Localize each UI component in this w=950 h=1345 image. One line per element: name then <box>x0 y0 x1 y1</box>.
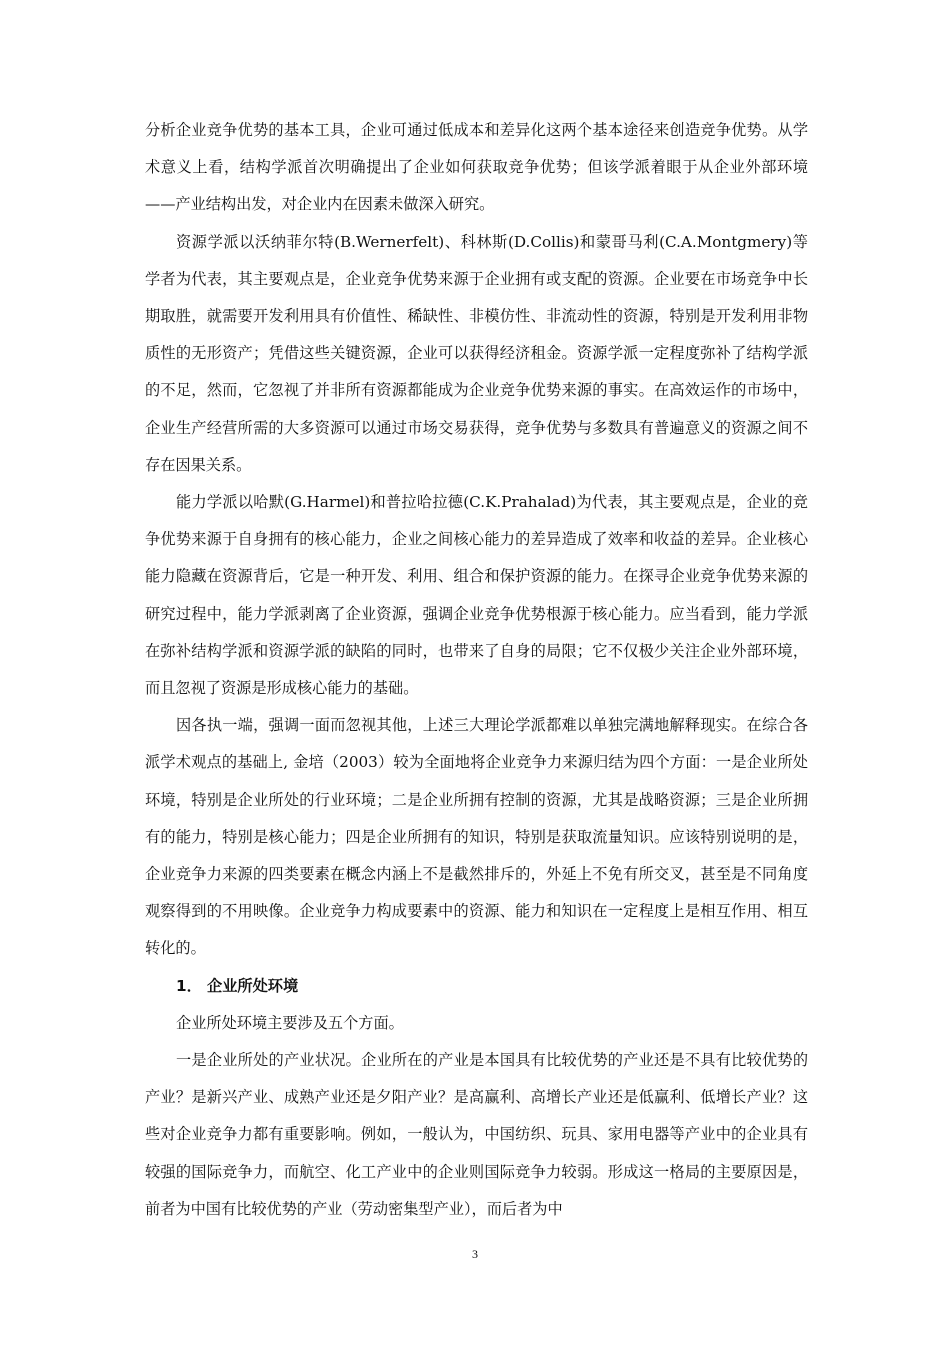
paragraph-capability-school: 能力学派以哈默(G.Harmel)和普拉哈拉德(C.K.Prahalad)为代表，其主要观点是，企业的竞争优势来源于自身拥有的核心能力，企业之间核心能力的差异造成了效率和收益的差异。企业核心能力隐藏在资源背后，它是一种开发、利用、组合和保护资源的能力。在探寻企业竞争优势来源的研究过程中，能力学派剥离了企业资源，强调企业竞争优势根源于核心能力。应当看到，能力学派在弥补结构学派和资源学派的缺陷的同时，也带来了自身的局限；它不仅极少关注企业外部环境，而且忽视了资源是形成核心能力的基础。 <box>145 493 808 698</box>
paragraph-environment-intro: 企业所处环境主要涉及五个方面。 <box>176 1013 404 1032</box>
paragraph-resource-school: 资源学派以沃纳菲尔特(B.Wernerfelt)、科林斯(D.Collis)和蒙哥马利(C.A.Montgmery)等学者为代表，其主要观点是，企业竞争优势来源于企业拥有或支配的资源。企业要在市场竞争中长期取胜，就需要开发利用具有价值性、稀缺性、非模仿性、非流动性的资源，特别是开发利用非物质性的无形资产；凭借这些关键资源，企业可以获得经济租金。资源学派一定程度弥补了结构学派的不足，然而，它忽视了并非所有资源都能成为企业竞争优势来源的事实。在高效运作的市场中，企业生产经营所需的大多资源可以通过市场交易获得，竞争优势与多数具有普遍意义的资源之间不存在因果关系。 <box>145 232 808 474</box>
paragraph-industry-status: 一是企业所处的产业状况。企业所在的产业是本国具有比较优势的产业还是不具有比较优势的产业？是新兴产业、成熟产业还是夕阳产业？是高赢利、高增长产业还是低赢利、低增长产业？这些对企业竞争力都有重要影响。例如，一般认为，中国纺织、玩具、家用电器等产业中的企业具有较强的国际竞争力，而航空、化工产业中的企业则国际竞争力较弱。形成这一格局的主要原因是，前者为中国有比较优势的产业（劳动密集型产业），而后者为中 <box>145 1051 808 1218</box>
page-number: 3 <box>472 1247 478 1261</box>
paragraph-synthesis: 因各执一端，强调一面而忽视其他，上述三大理论学派都难以单独完满地解释现实。在综合各派学术观点的基础上, 金培（2003）较为全面地将企业竞争力来源归结为四个方面：一是企业所处环境，特别是企业所处的行业环境；二是企业所拥有控制的资源，尤其是战略资源；三是企业所拥有的能力，特别是核心能力；四是企业所拥有的知识，特别是获取流量知识。应该特别说明的是，企业竞争力来源的四类要素在概念内涵上不是截然排斥的，外延上不免有所交叉，甚至是不同角度观察得到的不用映像。企业竞争力构成要素中的资源、能力和知识在一定程度上是相互作用、相互转化的。 <box>145 716 808 958</box>
paragraph-structural-school-end: 分析企业竞争优势的基本工具，企业可通过低成本和差异化这两个基本途径来创造竞争优势。从学术意义上看，结构学派首次明确提出了企业如何获取竞争优势；但该学派着眼于从企业外部环境——产业结构出发，对企业内在因素未做深入研究。 <box>145 121 808 214</box>
document-body <box>145 112 808 1228</box>
section-heading: 1． 企业所处环境 <box>176 976 299 995</box>
